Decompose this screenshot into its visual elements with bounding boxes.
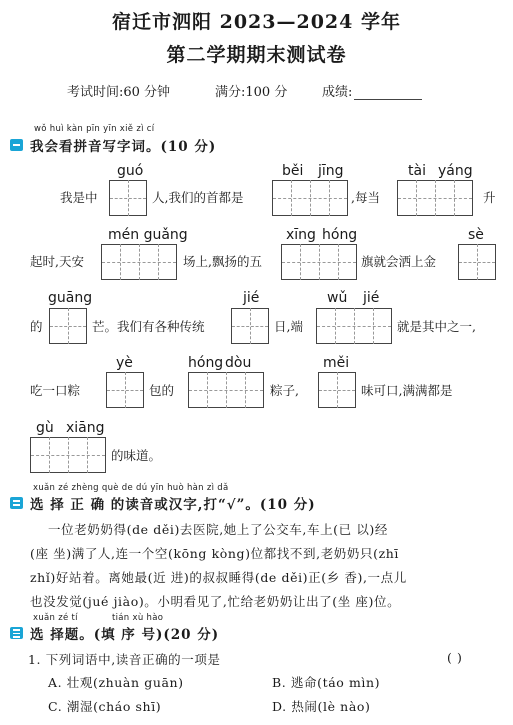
write-box-se[interactable] — [458, 244, 496, 280]
pinyin-guo: guó — [117, 163, 144, 179]
exam-time: 考试时间:60 分钟 — [67, 85, 171, 100]
section2-number-icon — [10, 497, 23, 509]
text-meidang: ,每当 — [351, 190, 380, 205]
pinyin-ye: yè — [116, 355, 133, 371]
pinyin-jie: jié — [243, 290, 260, 306]
question-1-answer-blank[interactable]: ( ) — [447, 650, 463, 665]
write-box-jie[interactable] — [231, 308, 269, 344]
text-traditions: 芒。我们有各种传统 — [92, 319, 205, 334]
score-label: 成绩: — [322, 85, 353, 100]
pinyin-xiang: xiāng — [66, 420, 105, 436]
score-field — [322, 81, 422, 100]
write-box-mei[interactable] — [318, 372, 356, 408]
pinyin-dou: dòu — [225, 355, 252, 371]
option-a: A. 壮观(zhuàn guān) — [48, 675, 184, 690]
text-one-of: 就是其中之一, — [397, 319, 476, 334]
text-de: 的 — [30, 319, 43, 334]
score-blank — [354, 86, 422, 100]
text-wo-shi-zhong: 我是中 — [60, 190, 98, 205]
text-sheng: 升 — [483, 190, 496, 205]
section3-ruby-tianxuhao: tián xù hào — [112, 613, 164, 623]
section3-number-icon — [10, 627, 23, 639]
text-zongzi: 吃一口粽 — [30, 383, 81, 398]
pinyin-guang: guāng — [48, 290, 93, 306]
text-bao-de: 包的 — [149, 383, 175, 398]
section3-title: 选 择题。(填 序 号)(20 分) — [30, 627, 220, 643]
write-box-guang[interactable] — [49, 308, 87, 344]
pinyin-hong: hóng — [322, 227, 358, 243]
text-capital: 人,我们的首都是 — [152, 190, 244, 205]
section2-line4: 也没发觉(jué jiào)。小明看见了,忙给老奶奶让出了(坐 座)位。 — [30, 594, 401, 609]
section1-title: 我会看拼音写字词。(10 分) — [30, 139, 217, 155]
section2-line3: zhǐ)好站着。离她最(近 进)的叔叔睡得(de děi)正(乡 香),一点儿 — [30, 570, 407, 585]
text-flag: 场上,飘扬的五 — [183, 254, 262, 269]
write-box-guxiang[interactable] — [30, 437, 106, 473]
option-b: B. 逃命(táo mìn) — [272, 675, 381, 690]
section3-ruby-xuanzeti: xuǎn zé tí — [33, 613, 78, 623]
section2-title: 选 择 正 确 的读音或汉字,打“√”。(10 分) — [30, 497, 316, 513]
text-zongzi2: 粽子, — [270, 383, 299, 398]
option-d: D. 热闹(lè nào) — [272, 699, 371, 714]
pinyin-jie2: jié — [363, 290, 380, 306]
pinyin-mei: měi — [323, 355, 350, 371]
pinyin-xing: xīng — [286, 227, 316, 243]
pinyin-yang: yáng — [438, 163, 473, 179]
section1-number-icon — [10, 139, 23, 151]
pinyin-jing: jīng — [318, 163, 344, 179]
option-c: C. 潮湿(cháo shī) — [48, 699, 162, 714]
pinyin-gu: gù — [36, 420, 54, 436]
section2-ruby: xuǎn zé zhèng què de dú yīn huò hàn zì dǎ — [33, 483, 229, 493]
section1-ruby: wǒ huì kàn pīn yīn xiě zì cí — [34, 124, 155, 134]
pinyin-men-guang: mén guǎng — [108, 227, 188, 243]
text-duan: 日,端 — [274, 319, 303, 334]
section2-line1: 一位老奶奶得(de děi)去医院,她上了公交车,车上(已 以)经 — [48, 522, 388, 537]
text-flavor: 的味道。 — [111, 448, 162, 463]
write-box-xinghong[interactable] — [281, 244, 357, 280]
text-taste: 味可口,满满都是 — [361, 383, 453, 398]
exam-title-line1: 宿迁市泗阳 2023—2024 学年 — [112, 11, 401, 33]
pinyin-wu: wǔ — [327, 290, 348, 306]
write-box-hongdou[interactable] — [188, 372, 264, 408]
write-box-ye[interactable] — [106, 372, 144, 408]
write-box-wujie[interactable] — [316, 308, 392, 344]
write-box-menguang[interactable] — [101, 244, 177, 280]
text-tianan: 起时,天安 — [30, 254, 84, 269]
write-box-beijing[interactable] — [272, 180, 348, 216]
text-golden: 旗就会洒上金 — [361, 254, 437, 269]
pinyin-bei: běi — [282, 163, 304, 179]
write-box-guo[interactable] — [109, 180, 147, 216]
question-1: 1. 下列词语中,读音正确的一项是 — [28, 652, 221, 667]
pinyin-tai: tài — [408, 163, 426, 179]
section2-line2: (座 坐)满了人,连一个空(kōng kòng)位都找不到,老奶奶只(zhī — [30, 546, 400, 561]
full-score: 满分:100 分 — [215, 85, 288, 100]
write-box-taiyang[interactable] — [397, 180, 473, 216]
pinyin-hong2: hóng — [188, 355, 224, 371]
exam-title-line2: 第二学期期末测试卷 — [166, 44, 347, 66]
pinyin-se: sè — [468, 227, 484, 243]
